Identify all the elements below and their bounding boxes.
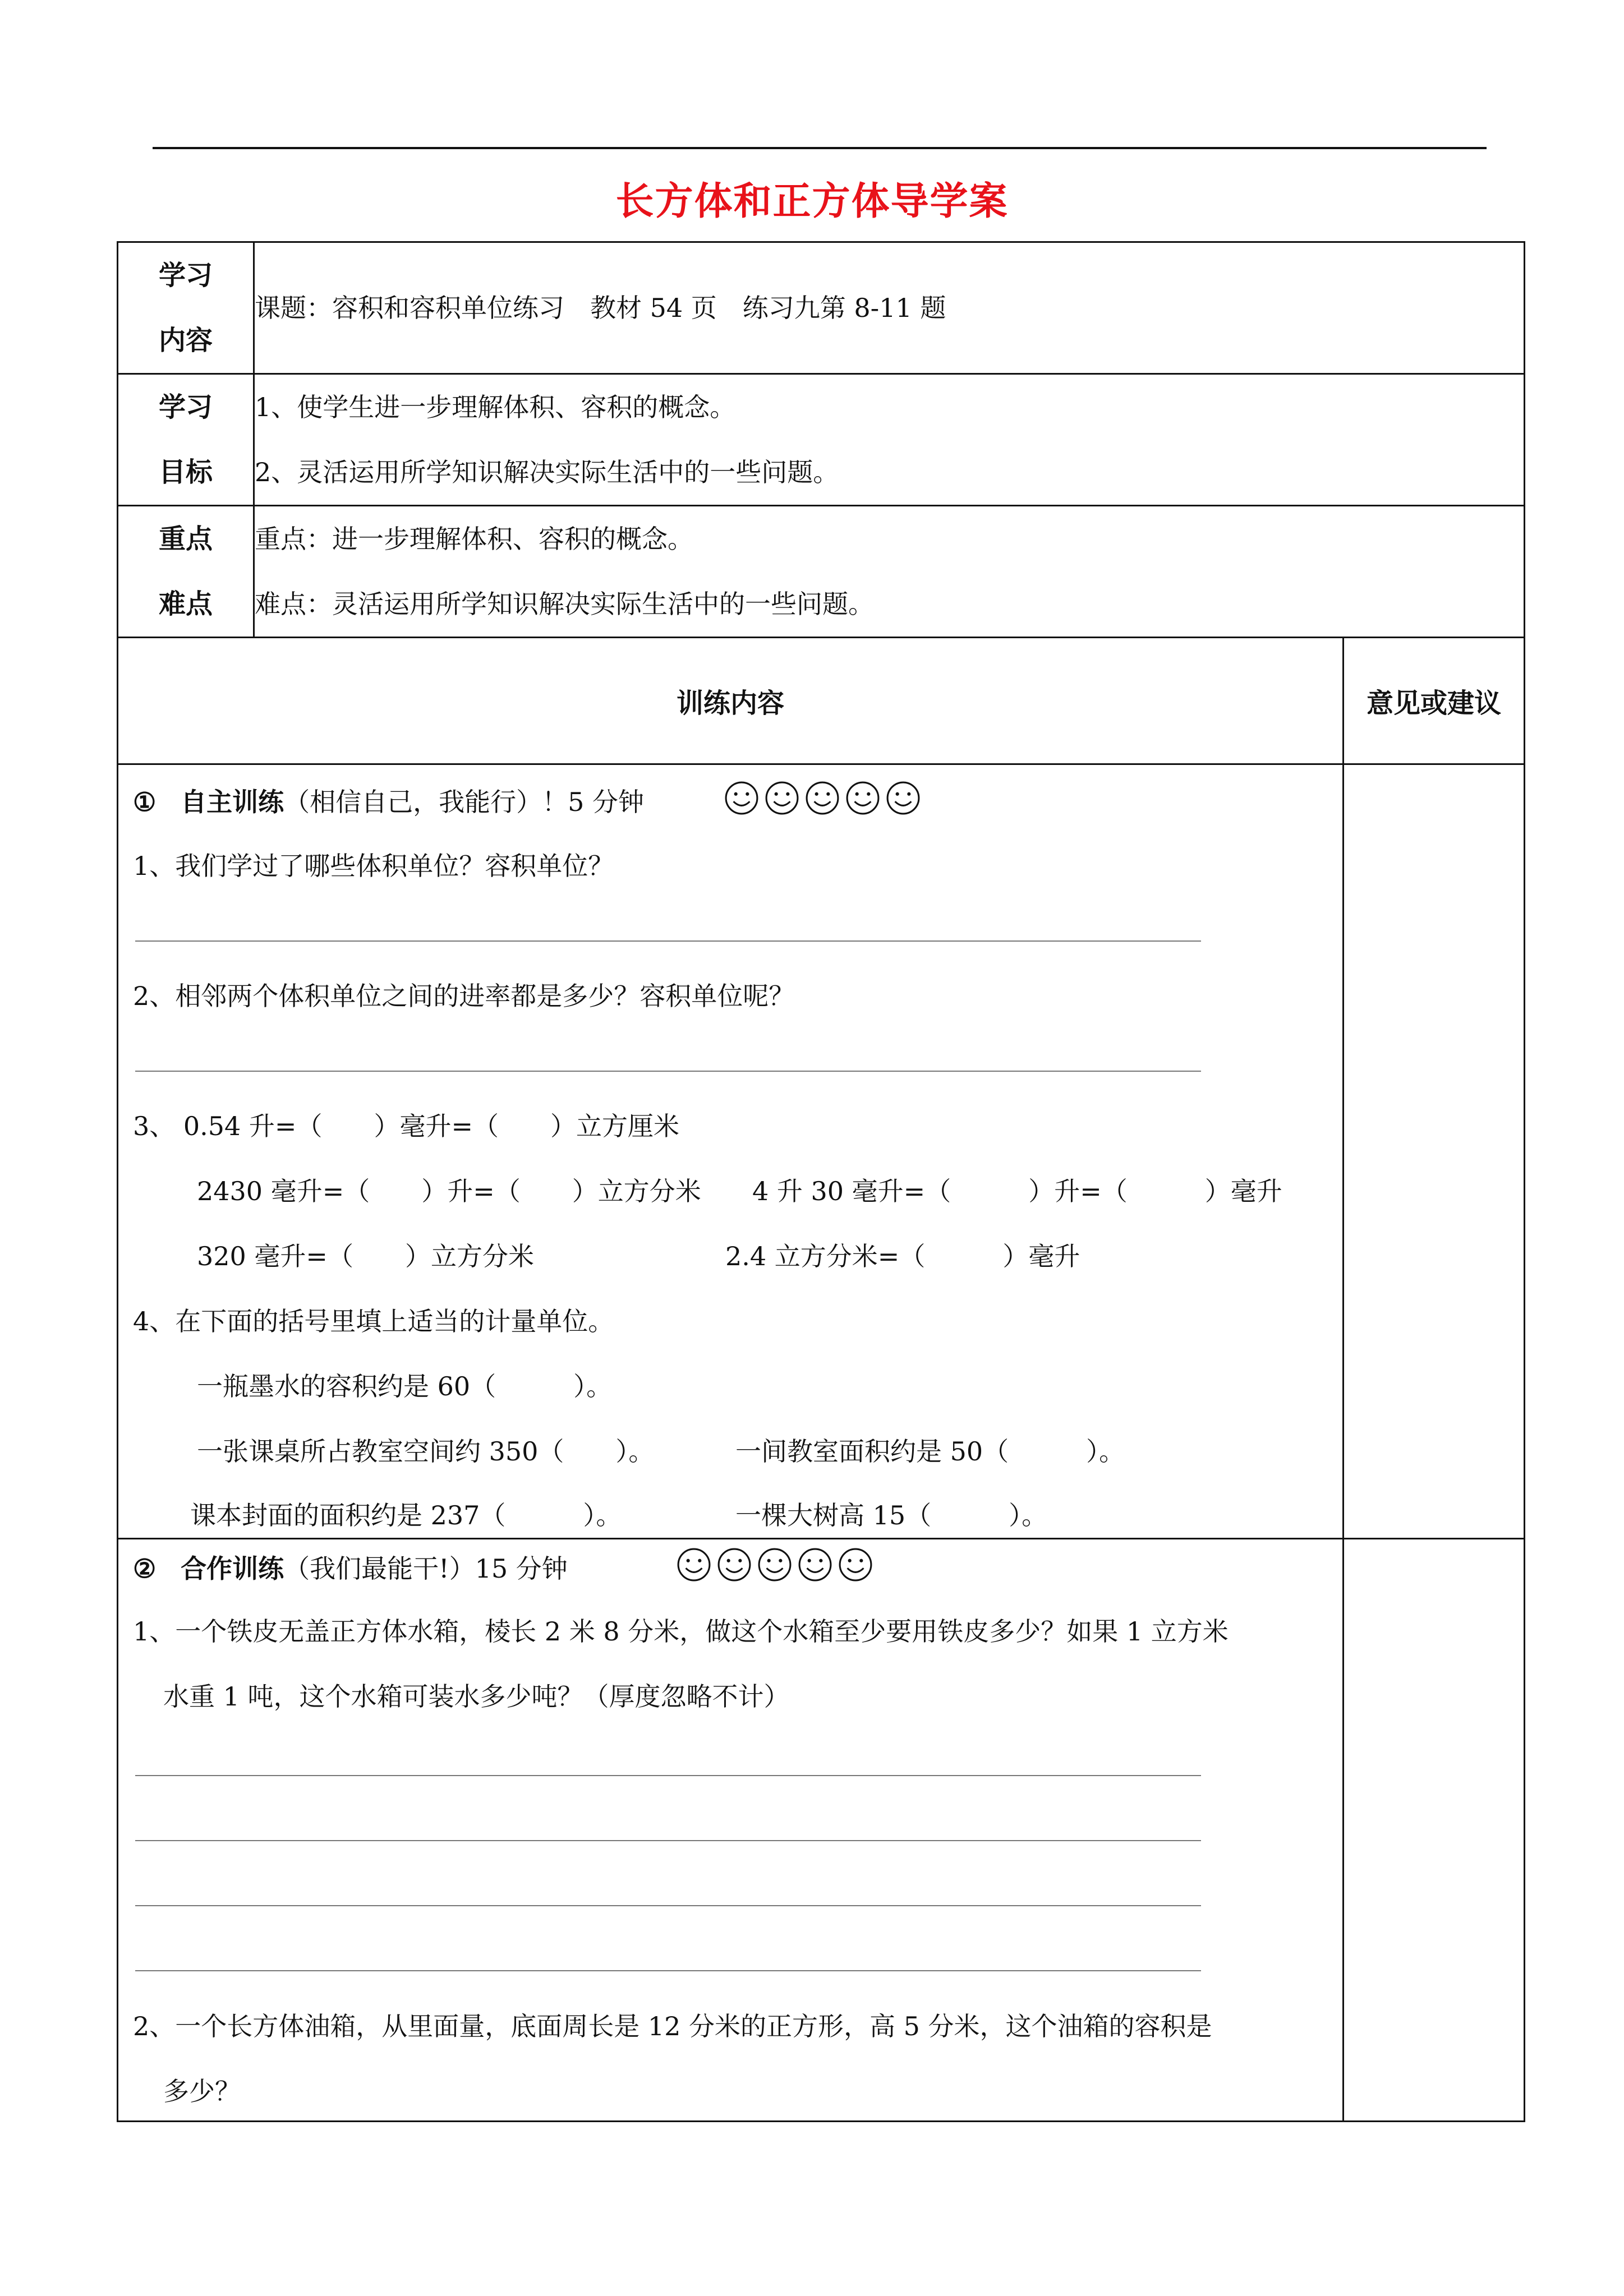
section-2-body — [118, 1539, 1342, 2120]
answer-line[interactable] — [135, 1840, 1201, 1841]
smiley-face-icon — [717, 1547, 752, 1582]
study-goal-text — [254, 374, 1525, 506]
row-study-goal — [118, 374, 1525, 506]
header-rule — [153, 147, 1487, 149]
smiley-face-icon — [757, 1547, 792, 1582]
label-line: 内容 — [158, 325, 213, 356]
training-content-header: 训练内容 — [118, 638, 1344, 764]
label-line: 目标 — [158, 457, 213, 488]
section-1-smileys — [724, 781, 926, 815]
section-1-heading — [133, 782, 644, 819]
answer-line[interactable] — [135, 1905, 1201, 1906]
section-2-name: 合作训练 — [181, 1553, 284, 1584]
page-title: 长方体和正方体导学案 — [615, 179, 1009, 224]
question-1-4-b: 一张课桌所占教室空间约 350（ ）。 — [197, 1436, 655, 1467]
smiley-face-icon — [886, 781, 921, 815]
smiley-face-icon — [805, 781, 840, 815]
smiley-face-icon — [677, 1547, 711, 1582]
question-1-3-c: 4 升 30 毫升=（ ）升=（ ）毫升 — [752, 1176, 1282, 1206]
row-section-2 — [118, 1539, 1525, 2122]
question-1-3-e: 2.4 立方分米=（ ）毫升 — [725, 1241, 1080, 1271]
section-1-body — [118, 765, 1342, 1538]
advice-cell-1[interactable] — [1344, 764, 1525, 1539]
question-1-1: 1、我们学过了哪些体积单位？容积单位？ — [133, 851, 614, 881]
label-study-content — [118, 242, 254, 374]
question-1-3-b: 2430 毫升=（ ）升=（ ）立方分米 — [197, 1176, 701, 1206]
section-2-cell — [118, 1539, 1344, 2122]
question-1-2: 2、相邻两个体积单位之间的进率都是多少？容积单位呢？ — [133, 981, 795, 1011]
question-1-3-d: 320 毫升=（ ）立方分米 — [197, 1241, 534, 1271]
label-study-goal — [118, 374, 254, 506]
goal-line-2: 2、灵活运用所学知识解决实际生活中的一些问题。 — [255, 457, 839, 487]
study-content-text: 课题：容积和容积单位练习 教材 54 页 练习九第 8-11 题 — [254, 242, 1525, 374]
row-section-1 — [118, 764, 1525, 1539]
smiley-face-icon — [845, 781, 880, 815]
section-1-cell — [118, 764, 1344, 1539]
label-line: 重点 — [158, 523, 213, 555]
answer-line[interactable] — [135, 940, 1201, 942]
row-header — [118, 638, 1525, 764]
section-2-number: ② — [133, 1553, 157, 1584]
question-2-1: 1、一个铁皮无盖正方体水箱，棱长 2 米 8 分米，做这个水箱至少要用铁皮多少？如果 1 立方米 — [133, 1616, 1229, 1647]
smiley-face-icon — [838, 1547, 873, 1582]
answer-line[interactable] — [135, 1071, 1201, 1072]
answer-line[interactable] — [135, 1970, 1201, 1971]
label-line: 难点 — [158, 588, 213, 620]
question-1-4-e: 一棵大树高 15（ ）。 — [735, 1500, 1048, 1530]
smiley-face-icon — [765, 781, 799, 815]
key-difficult-text — [254, 506, 1525, 638]
section-1-name: 自主训练 — [181, 787, 284, 817]
label-line: 学习 — [158, 391, 213, 423]
question-2-2-cont: 多少？ — [163, 2076, 241, 2106]
worksheet-table — [117, 241, 1525, 2122]
smiley-face-icon — [798, 1547, 832, 1582]
row-study-content — [118, 242, 1525, 374]
question-2-2: 2、一个长方体油箱，从里面量，底面周长是 12 分米的正方形，高 5 分米，这个油箱的容积是 — [133, 2011, 1212, 2041]
section-1-note: （相信自己，我能行）！5 分钟 — [284, 787, 645, 817]
row-key-difficult — [118, 506, 1525, 638]
advice-header: 意见或建议 — [1344, 638, 1525, 764]
question-1-4-d: 课本封面的面积约是 237（ ）。 — [190, 1500, 622, 1530]
question-2-1-cont: 水重 1 吨，这个水箱可装水多少吨？（厚度忽略不计） — [163, 1681, 790, 1712]
question-1-4-a: 一瓶墨水的容积约是 60（ ）。 — [197, 1371, 613, 1401]
advice-cell-2[interactable] — [1344, 1539, 1525, 2122]
label-line: 学习 — [158, 260, 213, 291]
section-2-smileys — [677, 1547, 878, 1582]
question-1-3: 3、 0.54 升=（ ）毫升=（ ）立方厘米 — [133, 1111, 680, 1141]
section-2-note: （我们最能干!）15 分钟 — [284, 1553, 568, 1584]
section-1-number: ① — [133, 787, 157, 817]
difficult-point-line: 难点：灵活运用所学知识解决实际生活中的一些问题。 — [255, 589, 874, 619]
key-point-line: 重点：进一步理解体积、容积的概念。 — [255, 524, 693, 554]
question-1-4: 4、在下面的括号里填上适当的计量单位。 — [133, 1306, 614, 1336]
section-2-heading — [133, 1548, 568, 1585]
label-key-difficult — [118, 506, 254, 638]
question-1-4-c: 一间教室面积约是 50（ ）。 — [735, 1436, 1125, 1467]
answer-line[interactable] — [135, 1775, 1201, 1776]
smiley-face-icon — [724, 781, 759, 815]
goal-line-1: 1、使学生进一步理解体积、容积的概念。 — [255, 392, 736, 422]
